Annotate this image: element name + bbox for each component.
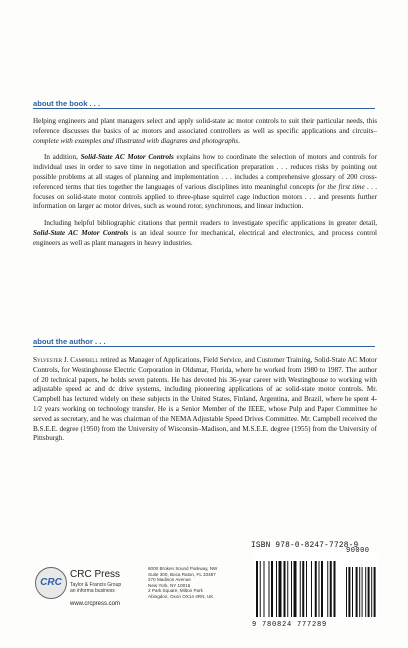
about-book-paragraph-2: In addition, Solid-State AC Motor Controls explains how to coordinate the selection of motors and controls for individual uses in order to save time in negotiation and specification preparation . . . reduces risks by pointing out possible problems at all stages of planning and implementation . . . includes a comprehensive glossary of 200 cross-referenced terms that ties together the languages of various disciplines into meaningful concepts for the first time . . . focuses on solid-state motor controls applied to three-phase squirrel cage induction motors . . . and presents further information on larger ac motor drives, such as wound rotor, synchronous, and linear induction. (33, 153, 378, 211)
barcode-bar (279, 561, 282, 617)
barcode-bar (260, 561, 261, 617)
barcode-bar (269, 561, 270, 617)
barcode-bar (276, 561, 277, 617)
price-bar (374, 567, 376, 617)
address-line: Abingdon, Oxon OX14 4RN, UK (148, 593, 214, 599)
price-bar (362, 567, 363, 617)
address-line: 2 Park Square, Milton Park (148, 588, 203, 594)
barcode-bar (291, 561, 292, 617)
publisher-name: CRC Press (70, 569, 121, 580)
price-bar (348, 567, 350, 617)
isbn-text: ISBN 978-0-8247-7728-9 (251, 542, 359, 550)
price-bar (359, 567, 360, 617)
address-line: Suite 300, Boca Raton, FL 33487 (148, 571, 216, 577)
address-line: 6000 Broken Sound Parkway, NW (148, 566, 218, 571)
price-bar (346, 567, 347, 617)
barcode-bar (300, 561, 301, 617)
barcode-bar (302, 561, 304, 617)
about-author-paragraph: Sylvester J. Campbell retired as Manager of Applications, Field Service, and Customer Training, Solid-State AC Motor Controls, for Westinghouse Electric Corporation in Oldsmar, Florida, where he worked from 1980 to 1987. The author of 20 technical papers, he holds seven patents. He has devoted his 36-year career with Westinghouse to working with adjustable speed ac and dc drive systems, including pioneering applications of ac solid-state motor controls. Mr. Campbell has lectured widely on these subjects in the United States, Finland, Argentina, and Brazil, where he spent 4-1/2 years working on technology transfer. He is a Senior Member of the IEEE, whose Pulp and Paper Committee he served as secretary, and he was chairman of the NEMA Adjustable Speed Drives Committee. Mr. Campbell received the B.S.E.E. degree (1950) from the University of Wisconsin–Madison, and M.S.E.E. degree (1955) from the University of Pittsburgh. (33, 356, 377, 443)
barcode-bar (327, 561, 328, 617)
barcode-bar (319, 561, 320, 617)
crc-logo-text: CRC (40, 577, 62, 588)
publisher-sub2: an informa business (70, 588, 115, 594)
about-author-rule (33, 346, 375, 347)
price-bar (352, 567, 353, 617)
barcode-bar (330, 561, 332, 617)
barcode-bar (284, 561, 286, 617)
barcode-number: 9 780824 777289 (252, 621, 328, 629)
publisher-sub1: Taylor & Francis Group (70, 582, 122, 588)
crc-logo-icon (35, 567, 67, 599)
address-line: 270 Madison Avenue (148, 577, 191, 583)
about-book-rule (33, 108, 375, 109)
back-cover-footer (0, 542, 408, 648)
price-bar (371, 567, 372, 617)
barcode-bar (256, 561, 258, 617)
about-author-text (33, 356, 377, 451)
publisher-address (148, 566, 243, 600)
about-book-paragraph-1: Helping engineers and plant managers select and apply solid-state ac motor controls to suit their particular needs, this reference discusses the basics of ac motors and associated controllers as well as specific applications and circuits–complete with examples and illustrated with diagrams and photographs. (33, 117, 377, 145)
price-bar (368, 567, 370, 617)
about-author-heading: about the author . . . (33, 337, 106, 346)
barcode-bar (321, 561, 323, 617)
about-book-heading: about the book . . . (33, 99, 101, 108)
barcode-icon (254, 553, 378, 621)
barcode-bar (315, 561, 317, 617)
price-bar (365, 567, 366, 617)
barcode-bar (264, 561, 265, 617)
address-line: New York, NY 10016 (148, 582, 191, 588)
barcode-bar (311, 561, 312, 617)
barcode-bar (271, 561, 273, 617)
barcode-bar (287, 561, 288, 617)
about-book-text (33, 117, 377, 256)
barcode-bar (306, 561, 307, 617)
price-bar (356, 567, 358, 617)
barcode-bar (294, 561, 297, 617)
publisher-subtitle (70, 582, 121, 594)
publisher-website: www.crcpress.com (70, 601, 121, 607)
barcode-bar (334, 561, 336, 617)
about-book-paragraph-3: Including helpful bibliographic citations that permit readers to investigate specific applications in greater detail, Solid-State AC Motor Controls is an ideal source for mechanical, electrical and electronics, and process control engineers as well as plant managers in heavy industries. (33, 219, 378, 247)
price-code: 90000 (346, 547, 370, 555)
